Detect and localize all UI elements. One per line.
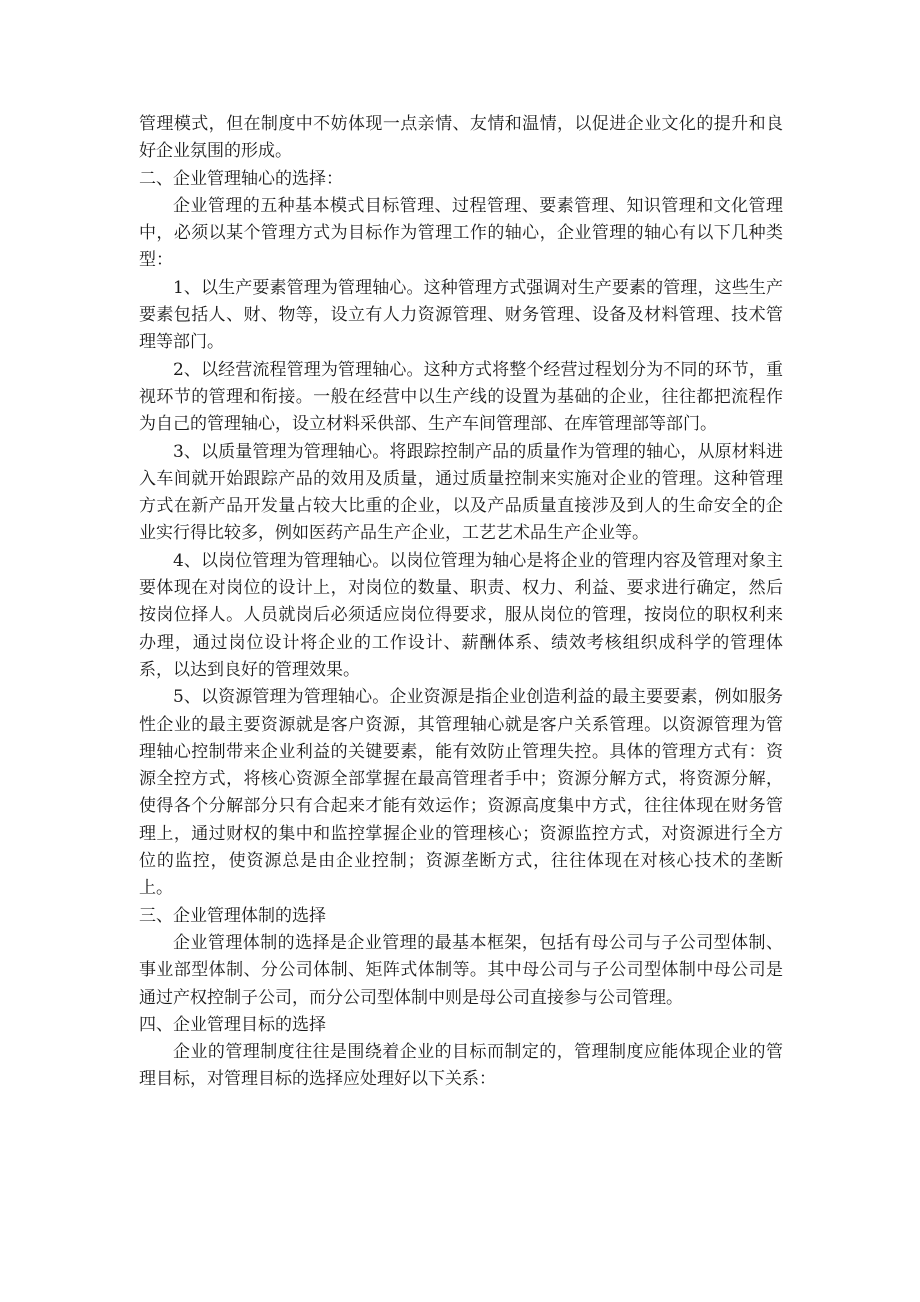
paragraph-axis-4: 4、以岗位管理为管理轴心。以岗位管理为轴心是将企业的管理内容及管理对象主要体现在对岗位的设计上，对岗位的数量、职责、权力、利益、要求进行确定，然后按岗位择人。人员就岗后必须适应岗位得要求，服从岗位的管理，按岗位的职权利来办理，通过岗位设计将企业的工作设计、薪酬体系、绩效考核组织成科学的管理体系，以达到良好的管理效果。 — [139, 550, 783, 680]
paragraph-intro-axis: 企业管理的五种基本模式目标管理、过程管理、要素管理、知识管理和文化管理中，必须以某个管理方式为目标作为管理工作的轴心，企业管理的轴心有以下几种类型： — [139, 195, 783, 271]
paragraph-goals: 企业的管理制度往往是围绕着企业的目标而制定的，管理制度应能体现企业的管理目标，对管理目标的选择应处理好以下关系： — [139, 1042, 783, 1090]
paragraph-continuation: 管理模式，但在制度中不妨体现一点亲情、友情和温情，以促进企业文化的提升和良好企业氛围的形成。 — [139, 114, 783, 162]
document-page — [139, 111, 783, 1094]
paragraph-axis-5: 5、以资源管理为管理轴心。企业资源是指企业创造利益的最主要要素，例如服务性企业的最主要资源就是客户资源，其管理轴心就是客户关系管理。以资源管理为管理轴心控制带来企业利益的关键要素，能有效防止管理失控。具体的管理方式有：资源全控方式，将核心资源全部掌握在最高管理者手中；资源分解方式，将资源分解，使得各个分解部分只有合起来才能有效运作；资源高度集中方式，往往体现在财务管理上，通过财权的集中和监控掌握企业的管理核心；资源监控方式，对资源进行全方位的监控，使资源总是由企业控制；资源垄断方式，往往体现在对核心技术的垄断上。 — [139, 687, 783, 899]
section-heading-2: 二、企业管理轴心的选择： — [139, 168, 343, 189]
section-heading-3: 三、企业管理体制的选择 — [139, 905, 326, 926]
paragraph-axis-2: 2、以经营流程管理为管理轴心。这种方式将整个经营过程划分为不同的环节，重视环节的管理和衔接。一般在经营中以生产线的设置为基础的企业，往往都把流程作为自己的管理轴心，设立材料采供部、生产车间管理部、在库管理部等部门。 — [139, 359, 783, 435]
paragraph-axis-3: 3、以质量管理为管理轴心。将跟踪控制产品的质量作为管理的轴心，从原材料进入车间就开始跟踪产品的效用及质量，通过质量控制来实施对企业的管理。这种管理方式在新产品开发量占较大比重的企业，以及产品质量直接涉及到人的生命安全的企业实行得比较多，例如医药产品生产企业，工艺艺术品生产企业等。 — [139, 441, 783, 544]
section-heading-4: 四、企业管理目标的选择 — [139, 1014, 326, 1035]
paragraph-axis-1: 1、以生产要素管理为管理轴心。这种管理方式强调对生产要素的管理，这些生产要素包括人、财、物等，设立有人力资源管理、财务管理、设备及材料管理、技术管理等部门。 — [139, 277, 783, 353]
paragraph-system: 企业管理体制的选择是企业管理的最基本框架，包括有母公司与子公司型体制、事业部型体制、分公司体制、矩阵式体制等。其中母公司与子公司型体制中母公司是通过产权控制子公司，而分公司型体制中则是母公司直接参与公司管理。 — [139, 932, 783, 1008]
